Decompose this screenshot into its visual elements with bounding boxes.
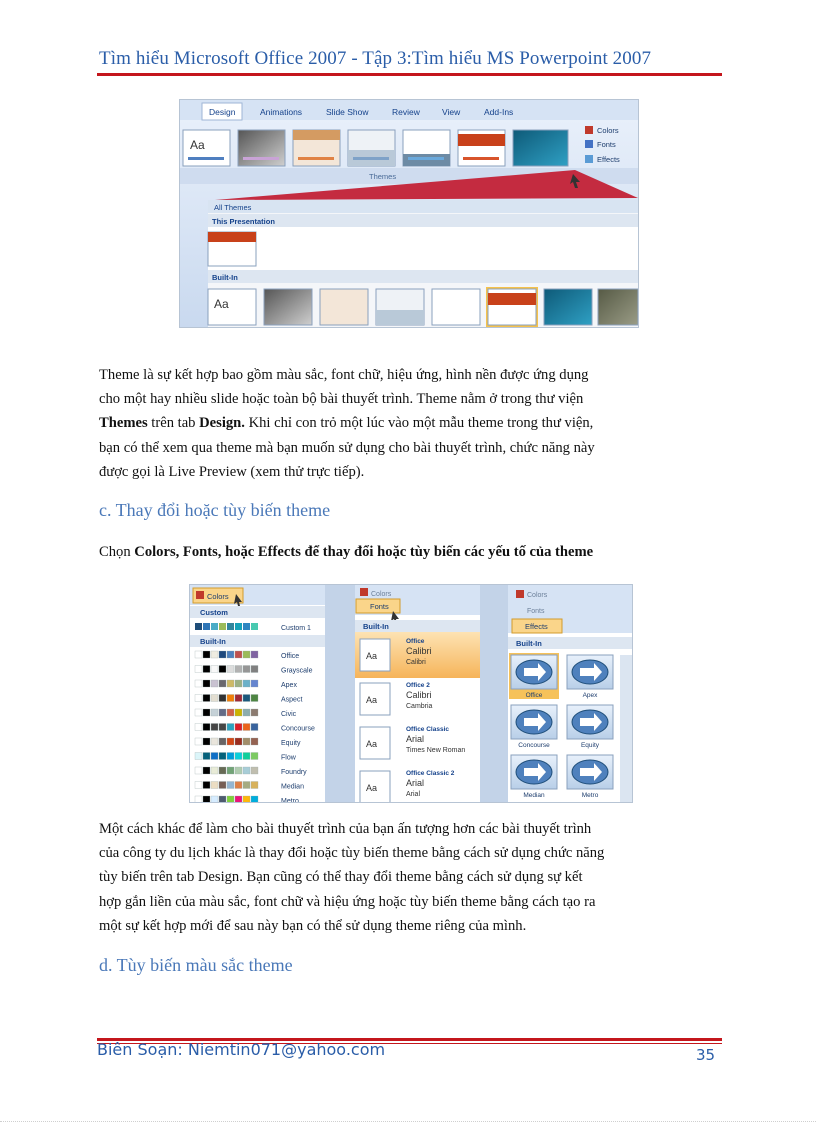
font-preview-sample: Aa [366, 695, 378, 705]
color-swatch [211, 753, 218, 760]
color-swatch [251, 738, 258, 745]
color-swatch [195, 753, 202, 760]
colors-button[interactable]: Colors [597, 126, 619, 135]
colors-menu-button[interactable]: Colors [207, 592, 229, 601]
color-swatch [211, 796, 218, 802]
color-swatch [235, 709, 242, 716]
color-swatch [235, 680, 242, 687]
color-swatch [235, 666, 242, 673]
built-in-header: Built-In [212, 273, 238, 282]
color-swatch [203, 782, 210, 789]
color-swatch [219, 666, 226, 673]
color-swatch [243, 796, 250, 802]
color-swatch [219, 753, 226, 760]
font-preview-sample: Aa [366, 783, 378, 793]
section-heading-d: d. Tùy biến màu sắc theme [99, 955, 293, 975]
ribbon-theme-label: Aa [190, 138, 205, 152]
color-swatch [211, 709, 218, 716]
color-swatch [227, 724, 234, 731]
color-theme-item[interactable]: Median [281, 783, 304, 791]
page-bottom-border [0, 1121, 816, 1122]
font-theme-name[interactable]: Office Classic [406, 726, 449, 733]
color-swatch [219, 767, 226, 774]
color-swatch [203, 651, 210, 658]
paragraph-line: tùy biến trên tab Design. Bạn cũng có thể thay đổi theme bằng cách sử dụng sự kết [99, 869, 583, 886]
effect-theme-item[interactable]: Office [525, 692, 543, 699]
paragraph-fragment: Khi chỉ con trỏ một lúc vào một mẫu theme trong thư viện, [244, 415, 594, 432]
color-swatch [227, 782, 234, 789]
effect-theme-item[interactable]: Equity [580, 742, 600, 749]
color-swatch [203, 709, 210, 716]
font-heading-name: Calibri [406, 646, 432, 656]
color-swatch [195, 724, 202, 731]
color-swatch [243, 738, 250, 745]
built-in-theme-label: Aa [214, 297, 229, 311]
fonts-button[interactable]: Fonts [597, 140, 616, 149]
color-swatch [235, 695, 242, 702]
colors-menu-button-faded[interactable]: Colors [371, 591, 392, 598]
color-swatch [251, 651, 258, 658]
color-swatch [235, 724, 242, 731]
effect-theme-item[interactable]: Apex [582, 692, 598, 699]
color-swatch [211, 767, 218, 774]
scrollbar[interactable] [620, 655, 632, 802]
color-theme-item[interactable]: Metro [281, 798, 299, 802]
themes-term: Themes [99, 415, 148, 432]
color-swatch [219, 724, 226, 731]
color-swatch [227, 695, 234, 702]
color-swatch [227, 680, 234, 687]
color-swatch [195, 796, 202, 802]
color-swatch [219, 738, 226, 745]
color-swatch [251, 767, 258, 774]
color-swatch [219, 695, 226, 702]
paragraph-line: một sự kết hợp mới để sau này bạn có thể sử dụng theme riêng của mình. [99, 917, 527, 934]
color-swatch [195, 738, 202, 745]
ribbon-group-label: Themes [369, 172, 397, 181]
color-swatch [235, 651, 242, 658]
paragraph-line: được gọi là Live Preview (xem thử trực tiếp). [99, 463, 365, 480]
effect-theme-item[interactable]: Concourse [518, 742, 550, 749]
color-swatch [211, 738, 218, 745]
colors-fonts-effects-screenshot [189, 584, 633, 803]
color-swatch [243, 709, 250, 716]
color-swatch [219, 796, 226, 802]
color-swatch [219, 680, 226, 687]
color-swatch [227, 666, 234, 673]
color-swatch [243, 666, 250, 673]
customize-paragraph [99, 817, 665, 938]
color-swatch [235, 782, 242, 789]
color-swatch [195, 651, 202, 658]
font-theme-name[interactable]: Office 2 [406, 682, 430, 689]
color-swatch [251, 666, 258, 673]
font-preview-sample: Aa [366, 739, 378, 749]
color-swatch [235, 767, 242, 774]
colors-builtin-header: Built-In [200, 637, 226, 646]
color-theme-item[interactable]: Foundry [281, 769, 307, 776]
color-swatch [235, 796, 242, 802]
colors-fonts-effects-illustration [190, 585, 632, 802]
font-theme-name[interactable]: Office [406, 638, 425, 645]
section-heading-c: c. Thay đổi hoặc tùy biến theme [99, 500, 331, 520]
paragraph-line: của công ty du lịch khác là thay đổi hoặc tùy biến theme bằng cách sử dụng chức năng [99, 845, 605, 862]
font-theme-name[interactable]: Office Classic 2 [406, 770, 455, 777]
paragraph-line: bạn có thể xem qua theme mà bạn muốn sử dụng cho bài thuyết trình, chức năng này [99, 439, 595, 456]
font-preview-sample: Aa [366, 651, 378, 661]
paragraph-line: hợp gắn liền của màu sắc, font chữ và hiệu ứng hoặc tùy biến theme bằng cách tạo ra [99, 893, 596, 910]
color-swatch [211, 651, 218, 658]
color-swatch [227, 753, 234, 760]
color-swatch [203, 753, 210, 760]
tab-slide-show[interactable]: Slide Show [326, 107, 369, 117]
color-swatch [235, 753, 242, 760]
color-swatch [243, 680, 250, 687]
color-swatch [203, 796, 210, 802]
color-swatch [251, 753, 258, 760]
color-swatch [195, 695, 202, 702]
instruction-prefix: Chọn [99, 544, 135, 560]
themes-gallery-screenshot [179, 99, 639, 328]
color-swatch [195, 767, 202, 774]
this-presentation-header: This Presentation [212, 217, 275, 226]
color-swatch [195, 709, 202, 716]
tab-design[interactable]: Design [209, 107, 236, 117]
all-themes-dropdown[interactable]: All Themes [214, 203, 252, 212]
color-swatch [219, 651, 226, 658]
color-swatch [203, 695, 210, 702]
color-theme-item[interactable]: Concourse [281, 725, 315, 733]
color-swatch [227, 651, 234, 658]
effects-menu-button[interactable]: Effects [525, 622, 548, 631]
color-swatch [211, 680, 218, 687]
tab-add-ins[interactable]: Add-Ins [484, 107, 514, 117]
font-heading-name: Arial [406, 778, 425, 788]
font-body-name: Times New Roman [406, 747, 466, 754]
color-swatch [203, 680, 210, 687]
tab-review[interactable]: Review [392, 107, 420, 117]
color-swatch [227, 709, 234, 716]
colors-menu-button-faded[interactable]: Colors [527, 592, 548, 599]
color-theme-item[interactable]: Civic [281, 711, 297, 718]
footer-author: Biên Soạn: Niemtin071@yahoo.com [97, 1040, 386, 1059]
effect-theme-item[interactable]: Median [523, 792, 545, 799]
color-swatch [211, 666, 218, 673]
color-swatch [211, 782, 218, 789]
paragraph-fragment: trên tab [147, 415, 200, 432]
color-swatch [227, 796, 234, 802]
fonts-menu-button[interactable]: Fonts [370, 602, 389, 611]
page-number: 35 [696, 1046, 716, 1064]
instruction-bold: Colors, Fonts, hoặc Effects để thay đổi hoặc tùy biến các yếu tố của theme [134, 544, 594, 560]
color-swatch [219, 709, 226, 716]
color-theme-item[interactable]: Grayscale [281, 667, 313, 675]
color-swatch [195, 782, 202, 789]
font-heading-name: Arial [406, 734, 425, 744]
color-swatch [243, 767, 250, 774]
color-swatch [251, 695, 258, 702]
color-swatch [227, 767, 234, 774]
font-heading-name: Calibri [406, 690, 432, 700]
color-swatch [203, 738, 210, 745]
color-swatch [243, 782, 250, 789]
color-swatch [203, 724, 210, 731]
font-body-name: Cambria [406, 703, 433, 710]
paragraph-line: Theme là sự kết hợp bao gồm màu sắc, font chữ, hiệu ứng, hình nền được ứng dụng [99, 367, 589, 383]
instruction-line [99, 544, 699, 561]
color-swatch [251, 680, 258, 687]
color-swatch [251, 796, 258, 802]
color-swatch [243, 724, 250, 731]
color-swatch [211, 695, 218, 702]
design-term: Design. [199, 415, 245, 432]
custom-header: Custom [200, 608, 228, 617]
color-swatch [227, 738, 234, 745]
effects-builtin-header: Built-In [516, 639, 542, 648]
effects-button[interactable]: Effects [597, 155, 620, 164]
color-theme-item[interactable]: Equity [281, 740, 301, 747]
color-swatch [243, 695, 250, 702]
color-theme-item[interactable]: Aspect [281, 696, 303, 704]
themes-gallery-illustration [180, 100, 638, 327]
paragraph-line [99, 411, 659, 435]
color-swatch [195, 680, 202, 687]
font-body-name: Calibri [406, 659, 426, 666]
custom-1-label[interactable]: Custom 1 [281, 625, 311, 632]
ribbon-side-buttons[interactable] [585, 126, 620, 164]
color-swatch [203, 767, 210, 774]
tab-view[interactable]: View [442, 107, 461, 117]
color-swatch [211, 724, 218, 731]
color-swatch [203, 666, 210, 673]
paragraph-line: cho một hay nhiều slide hoặc toàn bộ bài thuyết trình. Theme nằm ở trong thư viện [99, 391, 584, 408]
font-body-name: Arial [406, 791, 421, 798]
color-swatch [219, 782, 226, 789]
color-swatch [251, 709, 258, 716]
fonts-builtin-header: Built-In [363, 622, 389, 631]
color-swatch [251, 782, 258, 789]
tab-animations[interactable]: Animations [260, 107, 303, 117]
paragraph-line: Một cách khác để làm cho bài thuyết trình của bạn ấn tượng hơn các bài thuyết trình [99, 821, 592, 837]
color-swatch [243, 651, 250, 658]
color-theme-item[interactable]: Apex [281, 682, 297, 689]
color-theme-item[interactable]: Office [281, 653, 300, 660]
fonts-menu-button-faded[interactable]: Fonts [527, 608, 545, 615]
built-in-theme-thumbnails[interactable] [208, 287, 638, 327]
color-theme-item[interactable]: Flow [281, 754, 296, 762]
color-swatch [251, 724, 258, 731]
color-swatch [243, 753, 250, 760]
color-swatch [195, 666, 202, 673]
theme-intro-paragraph [99, 363, 659, 484]
page-header-title: Tìm hiểu Microsoft Office 2007 - Tập 3:Tìm hiểu MS Powerpoint 2007 [99, 48, 652, 69]
header-divider [97, 73, 722, 76]
color-swatch [235, 738, 242, 745]
effect-theme-item[interactable]: Metro [581, 792, 599, 799]
